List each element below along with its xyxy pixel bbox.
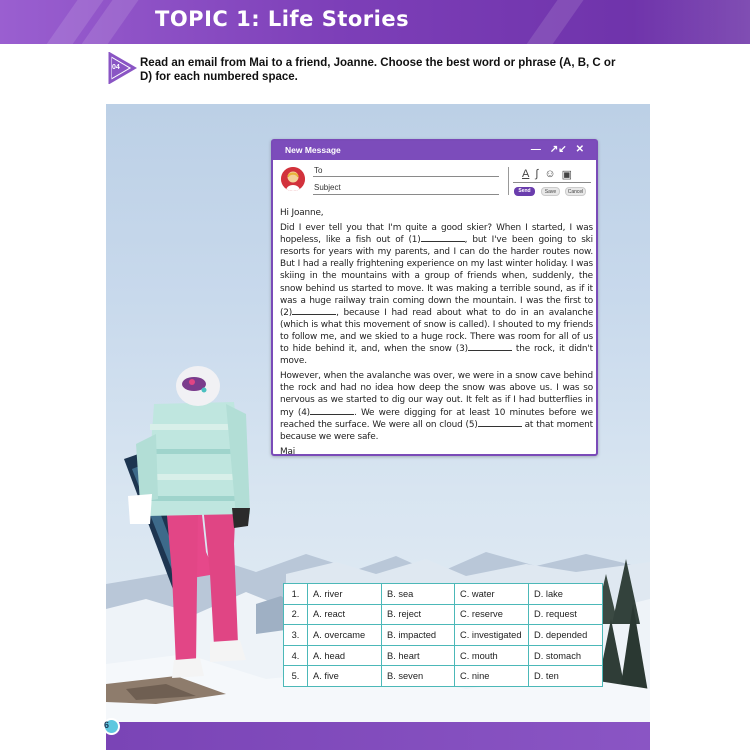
blank-1 — [421, 234, 465, 242]
table-row: 2. A. react B. reject C. reserve D. request — [284, 604, 603, 625]
email-body — [280, 207, 593, 461]
to-field[interactable] — [313, 176, 499, 177]
footer-bar — [106, 722, 650, 750]
email-title-bar — [273, 141, 596, 160]
banner-decoration — [515, 0, 590, 44]
header-banner — [0, 0, 750, 44]
email-paragraph-2: However, when the avalanche was over, we were in a snow cave behind the rock and had no idea how deep the snow was above us. I was so nervous as we started to dig our way out. It felt as if I had butterflies in my (4) . We were digging for at least 10 minutes before we reached the surface. We were all on cloud (5) at that moment because we were safe. — [280, 371, 593, 442]
email-greeting: Hi Joanne, — [280, 208, 324, 218]
toolbar-divider — [508, 167, 509, 195]
cancel-button[interactable]: Cancel — [565, 187, 586, 196]
image-icon[interactable]: ▣ — [561, 169, 572, 181]
exercise-instruction: Read an email from Mai to a friend, Joanne. Choose the best word or phrase (A, B, C or D) for each numbered space. — [140, 57, 616, 83]
table-row: 4. A. head B. heart C. mouth D. stomach — [284, 645, 603, 666]
email-window — [271, 139, 598, 456]
email-window-title: New Message — [285, 145, 341, 155]
minimize-icon[interactable]: — — [530, 144, 541, 155]
page-title: TOPIC 1: Life Stories — [155, 7, 410, 31]
attachment-icon[interactable]: ∫ — [535, 168, 539, 180]
table-row: 5. A. five B. seven C. nine D. ten — [284, 666, 603, 687]
email-signoff: Mai — [280, 446, 296, 457]
table-row: 3. A. overcame B. impacted C. investigated D. depended — [284, 625, 603, 646]
page-number: 6 — [104, 720, 110, 730]
email-paragraph-1: Did I ever tell you that I'm quite a good skier? When I started, I was hopeless, like a fish out of (1) , but I've been going to ski resorts for years with my parents, and I can do the harder routes now. But I had a really frightening experience on my last winter holiday. I was skiing in the mountains with a group of friends when, suddenly, the snow behind us started to move. It was making a terrible sound, as if it was a huge railway train coming down the mountain. I was the first to (2) , because I had read about what to do in an avalanche (which is what this movement of snow is called). I shouted to my friends to follow me, and we skied to a huge rock. There was room for all of us to hide behind it, and, when the snow (3) the rock, it didn't move. — [280, 223, 593, 367]
subject-field[interactable] — [313, 194, 499, 195]
blank-2 — [292, 307, 336, 315]
toolbar-divider — [513, 182, 591, 183]
send-button[interactable]: Send — [514, 187, 535, 196]
expand-icon[interactable]: ↗↙ — [549, 144, 567, 155]
blank-3 — [468, 343, 512, 351]
close-icon[interactable]: ✕ — [575, 144, 584, 155]
table-row: 1. A. river B. sea C. water D. lake — [284, 584, 603, 605]
exercise-number: 04 — [112, 64, 120, 71]
to-label: To — [314, 166, 323, 175]
subject-label: Subject — [314, 183, 341, 192]
blank-5 — [478, 419, 522, 427]
banner-decoration — [630, 0, 750, 44]
blank-4 — [310, 407, 354, 415]
answer-options-table — [283, 583, 603, 687]
save-button[interactable]: Save — [541, 187, 560, 196]
font-icon[interactable]: A — [522, 168, 530, 180]
emoji-icon[interactable]: ☺ — [544, 168, 556, 180]
avatar — [281, 167, 305, 191]
